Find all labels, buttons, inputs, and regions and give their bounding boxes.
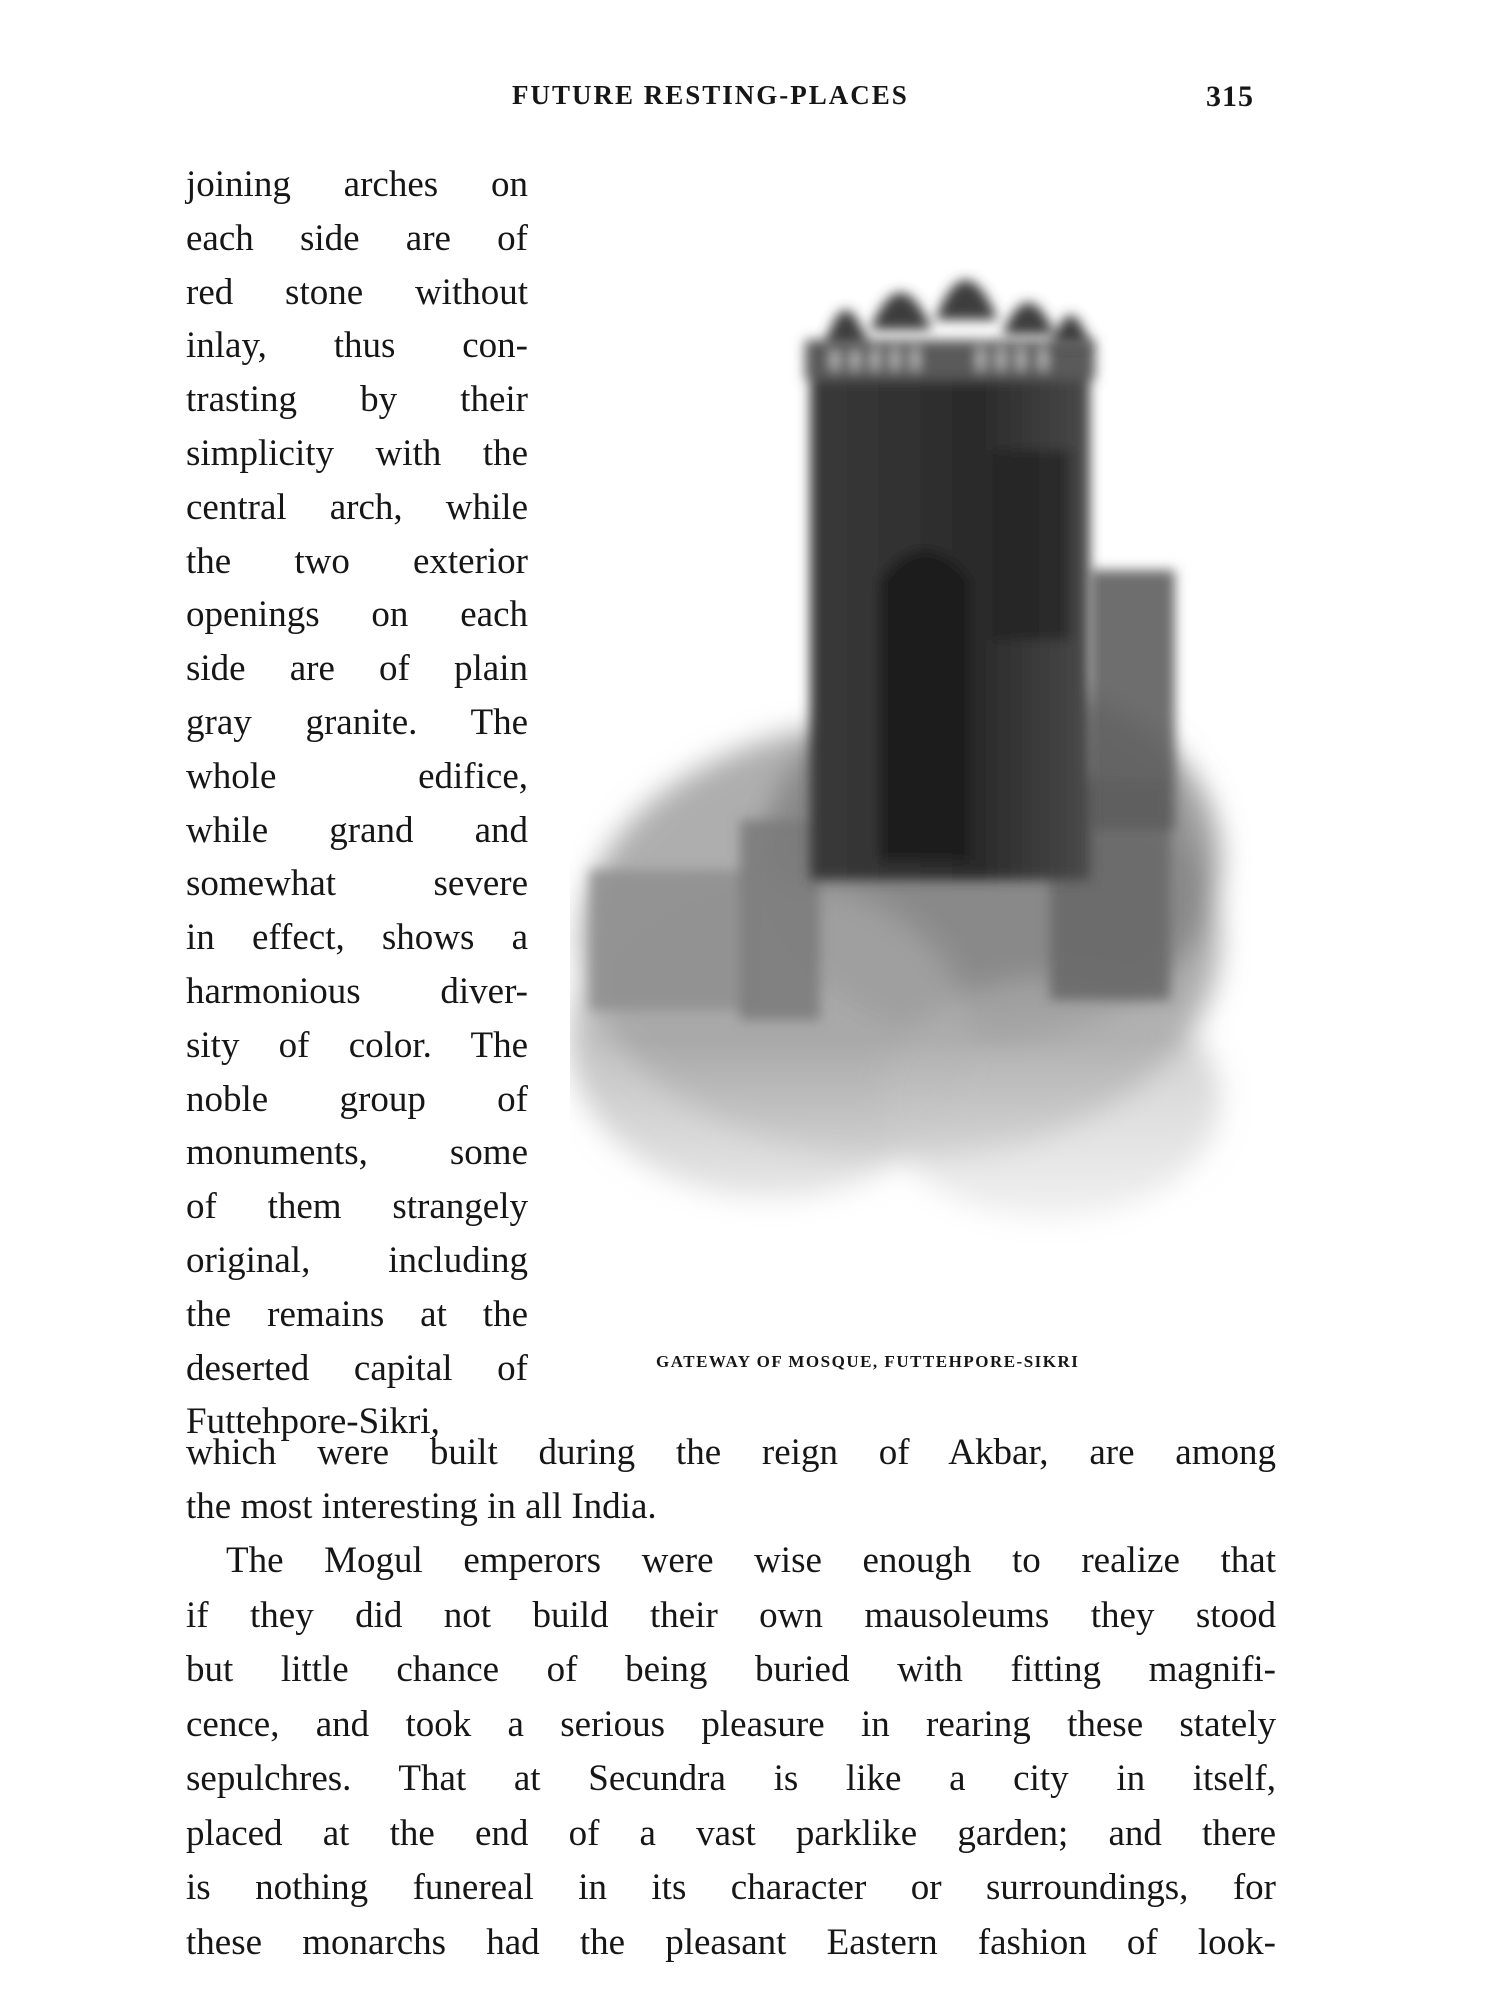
text-line: of them strangely — [186, 1186, 528, 1228]
figure-caption: GATEWAY OF MOSQUE, FUTTEHPORE-SIKRI — [656, 1352, 1080, 1371]
text-line: sity of color. The — [186, 1024, 528, 1066]
text-line: these monarchs had the pleasant Eastern fashion of look- — [186, 1921, 1276, 1963]
paragraph — [186, 1534, 1276, 1970]
text-line: cence, and took a serious pleasure in rearing these stately — [186, 1703, 1276, 1745]
narrow-text-column — [186, 158, 528, 1449]
text-line: central arch, while — [186, 486, 528, 528]
text-line: placed at the end of a vast parklike garden; and there — [186, 1812, 1276, 1854]
text-line: in effect, shows a — [186, 917, 528, 959]
text-line: the remains at the — [186, 1293, 528, 1335]
text-line: but little chance of being buried with fitting magnifi- — [186, 1649, 1276, 1690]
text-line: if they did not build their own mausoleums they stood — [186, 1594, 1276, 1636]
full-width-text — [186, 1426, 1276, 1534]
text-line: harmonious diver- — [186, 970, 528, 1012]
text-line: is nothing funereal in its character or surroundings, for — [186, 1867, 1276, 1908]
text-line: trasting by their — [186, 379, 528, 421]
running-head: FUTURE RESTING-PLACES — [512, 80, 909, 110]
text-line: noble group of — [186, 1078, 528, 1120]
text-line: inlay, thus con- — [186, 325, 528, 367]
text-line: deserted capital of — [186, 1347, 528, 1389]
text-line: original, including — [186, 1239, 528, 1281]
text-line: whole edifice, — [186, 755, 528, 797]
text-line: openings on each — [186, 594, 528, 636]
gateway-photograph — [570, 220, 1270, 1300]
text-line: The Mogul emperors were wise enough to realize that — [226, 1540, 1276, 1581]
text-line: side are of plain — [186, 648, 528, 690]
text-line: gray granite. The — [186, 701, 528, 743]
text-line: somewhat severe — [186, 863, 528, 905]
text-line: sepulchres. That at Secundra is like a city in itself, — [186, 1758, 1276, 1799]
text-line: monuments, some — [186, 1132, 528, 1174]
text-line: Futtehpore-Sikri, — [186, 1401, 440, 1443]
text-line: the most interesting in all India. — [186, 1486, 657, 1527]
text-line: which were built during the reign of Akbar, are among — [186, 1432, 1276, 1473]
text-line: joining arches on — [186, 164, 528, 205]
text-line: simplicity with the — [186, 432, 528, 474]
text-line: the two exterior — [186, 540, 528, 582]
text-line: each side are of — [186, 217, 528, 259]
page-number: 315 — [1206, 80, 1254, 113]
text-line: red stone without — [186, 271, 528, 313]
text-line: while grand and — [186, 809, 528, 851]
